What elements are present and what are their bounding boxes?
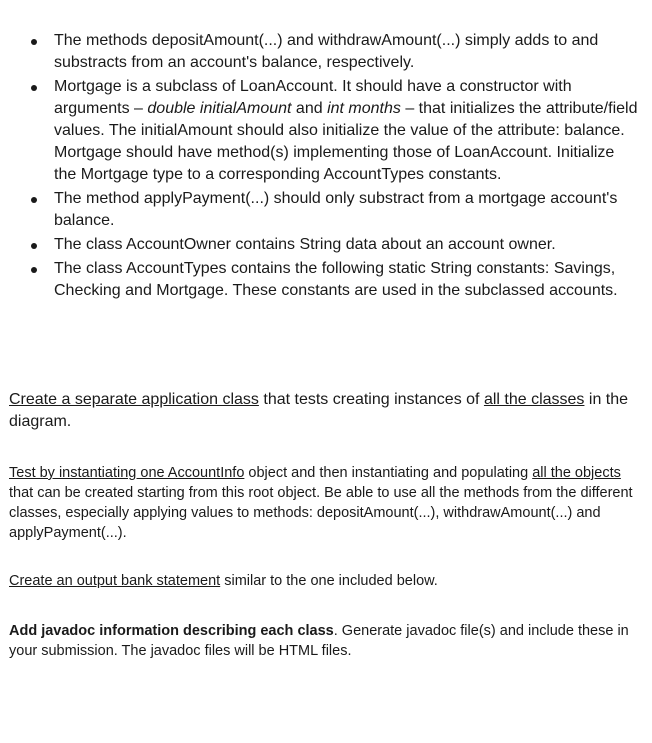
javadoc-paragraph xyxy=(9,621,639,661)
underlined-phrase: Create a separate application class xyxy=(9,391,259,408)
emphasized-arg: double initialAmount xyxy=(147,100,292,117)
list-item xyxy=(0,76,652,186)
text-segment: in the diagram. xyxy=(9,391,629,430)
underlined-phrase: all the classes xyxy=(483,391,585,408)
text-segment: . Generate javadoc file(s) and include these in your submission. The javadoc files will be HTML files. xyxy=(9,623,629,659)
test-instructions-paragraph xyxy=(9,463,639,543)
bold-phrase: Add javadoc information describing each class xyxy=(9,623,334,639)
list-item-text: The class AccountTypes contains the following static String constants: Savings, Checking and Mortgage. These constants are used in the subclassed accounts. xyxy=(54,260,618,299)
bullet-icon xyxy=(31,267,37,273)
text-segment: object and then instantiating and populating xyxy=(244,465,533,481)
text-segment: and xyxy=(291,100,328,117)
application-class-paragraph xyxy=(9,389,639,433)
list-item xyxy=(0,30,652,74)
bullet-icon xyxy=(31,243,37,249)
underlined-phrase: Test by instantiating one AccountInfo xyxy=(9,465,245,481)
list-item xyxy=(0,188,652,232)
text-segment: that tests creating instances of xyxy=(258,391,484,408)
requirements-list xyxy=(0,30,652,304)
bullet-icon xyxy=(31,197,37,203)
underlined-phrase: all the objects xyxy=(532,465,621,481)
bullet-icon xyxy=(31,39,37,45)
emphasized-arg: int months xyxy=(327,100,401,117)
list-item xyxy=(0,234,652,256)
text-segment: that can be created starting from this root object. Be able to use all the methods from the different classes, especially applying values to methods: depositAmount(...), withdrawAmount(...) and applyPayment(...). xyxy=(9,485,633,541)
list-item-text: The methods depositAmount(...) and withdrawAmount(...) simply adds to and substracts from an account's balance, respectively. xyxy=(54,32,599,71)
list-item-text xyxy=(54,78,637,183)
list-item-text: The class AccountOwner contains String data about an account owner. xyxy=(54,236,556,253)
list-item xyxy=(0,258,652,302)
underlined-phrase: Create an output bank statement xyxy=(9,573,221,589)
text-segment: – that initializes the attribute/field values. The initialAmount should also initialize the value of the attribute: balance. Mortgage should have method(s) implementing those of LoanAccount. Initialize the Mortgage type to a corresponding AccountTypes constants. xyxy=(54,100,638,183)
text-segment: similar to the one included below. xyxy=(220,573,438,589)
text-segment: Mortgage is a subclass of LoanAccount. It should have a constructor with arguments – xyxy=(54,78,572,117)
list-item-text: The method applyPayment(...) should only substract from a mortgage account's balance. xyxy=(54,190,618,229)
bullet-icon xyxy=(31,85,37,91)
output-statement-paragraph xyxy=(9,571,639,591)
